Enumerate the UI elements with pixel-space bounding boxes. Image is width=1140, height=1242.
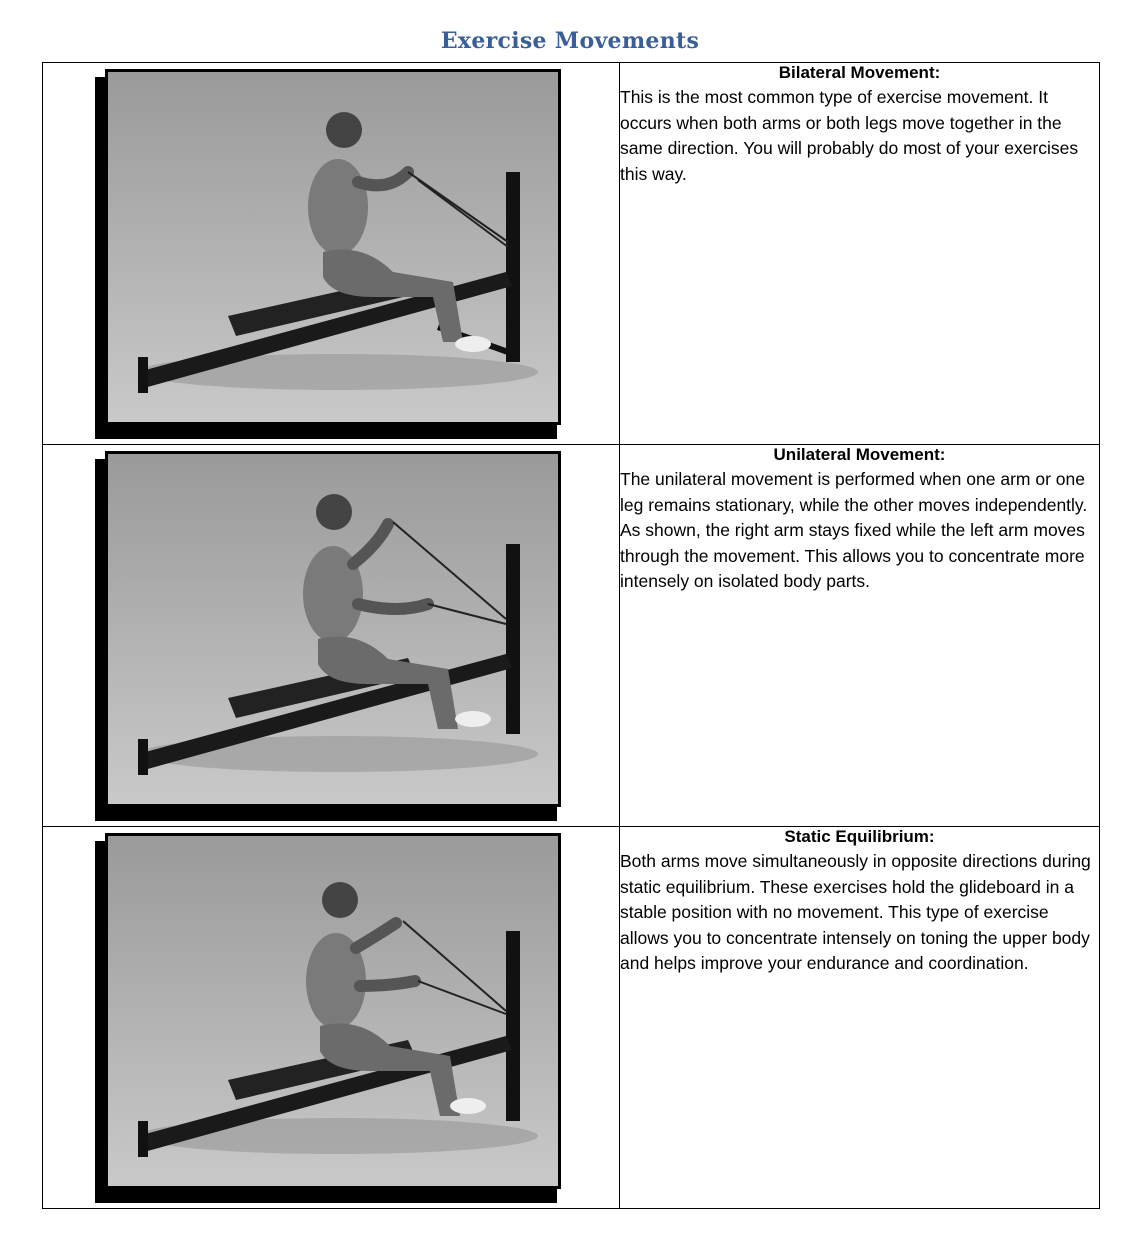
exercise-illustration bbox=[108, 454, 558, 804]
page-title: Exercise Movements bbox=[440, 28, 700, 54]
bilateral-movement-photo bbox=[105, 69, 561, 425]
photo-cell bbox=[43, 445, 620, 827]
table-row bbox=[43, 445, 1100, 827]
exercise-illustration bbox=[108, 836, 558, 1186]
movement-description: Both arms move simultaneously in opposite directions during static equilibrium. These exercises hold the glideboard in a stable position with no movement. This type of exercise allows you to concentrate intensely on toning the upper body and helps improve your endurance and coordination. bbox=[620, 851, 1091, 973]
exercise-movements-table bbox=[42, 62, 1100, 1209]
exercise-photo-frame bbox=[95, 833, 571, 1203]
static-equilibrium-photo bbox=[105, 833, 561, 1189]
exercise-illustration bbox=[108, 72, 558, 422]
photo-cell bbox=[43, 63, 620, 445]
movement-description: The unilateral movement is performed when one arm or one leg remains stationary, while the other moves independently. As shown, the right arm stays fixed while the left arm moves through the movement. This allows you to concentrate more intensely on isolated body parts. bbox=[620, 469, 1088, 591]
description-cell bbox=[620, 63, 1100, 445]
table-row bbox=[43, 827, 1100, 1209]
description-cell bbox=[620, 445, 1100, 827]
table-row bbox=[43, 63, 1100, 445]
movement-heading: Static Equilibrium: bbox=[784, 827, 935, 846]
description-cell bbox=[620, 827, 1100, 1209]
movement-heading: Bilateral Movement: bbox=[778, 63, 941, 82]
photo-cell bbox=[43, 827, 620, 1209]
exercise-photo-frame bbox=[95, 69, 571, 439]
exercise-photo-frame bbox=[95, 451, 571, 821]
movement-heading: Unilateral Movement: bbox=[773, 445, 946, 464]
movement-description: This is the most common type of exercise movement. It occurs when both arms or both legs move together in the same direction. You will probably do most of your exercises this way. bbox=[620, 87, 1079, 184]
unilateral-movement-photo bbox=[105, 451, 561, 807]
